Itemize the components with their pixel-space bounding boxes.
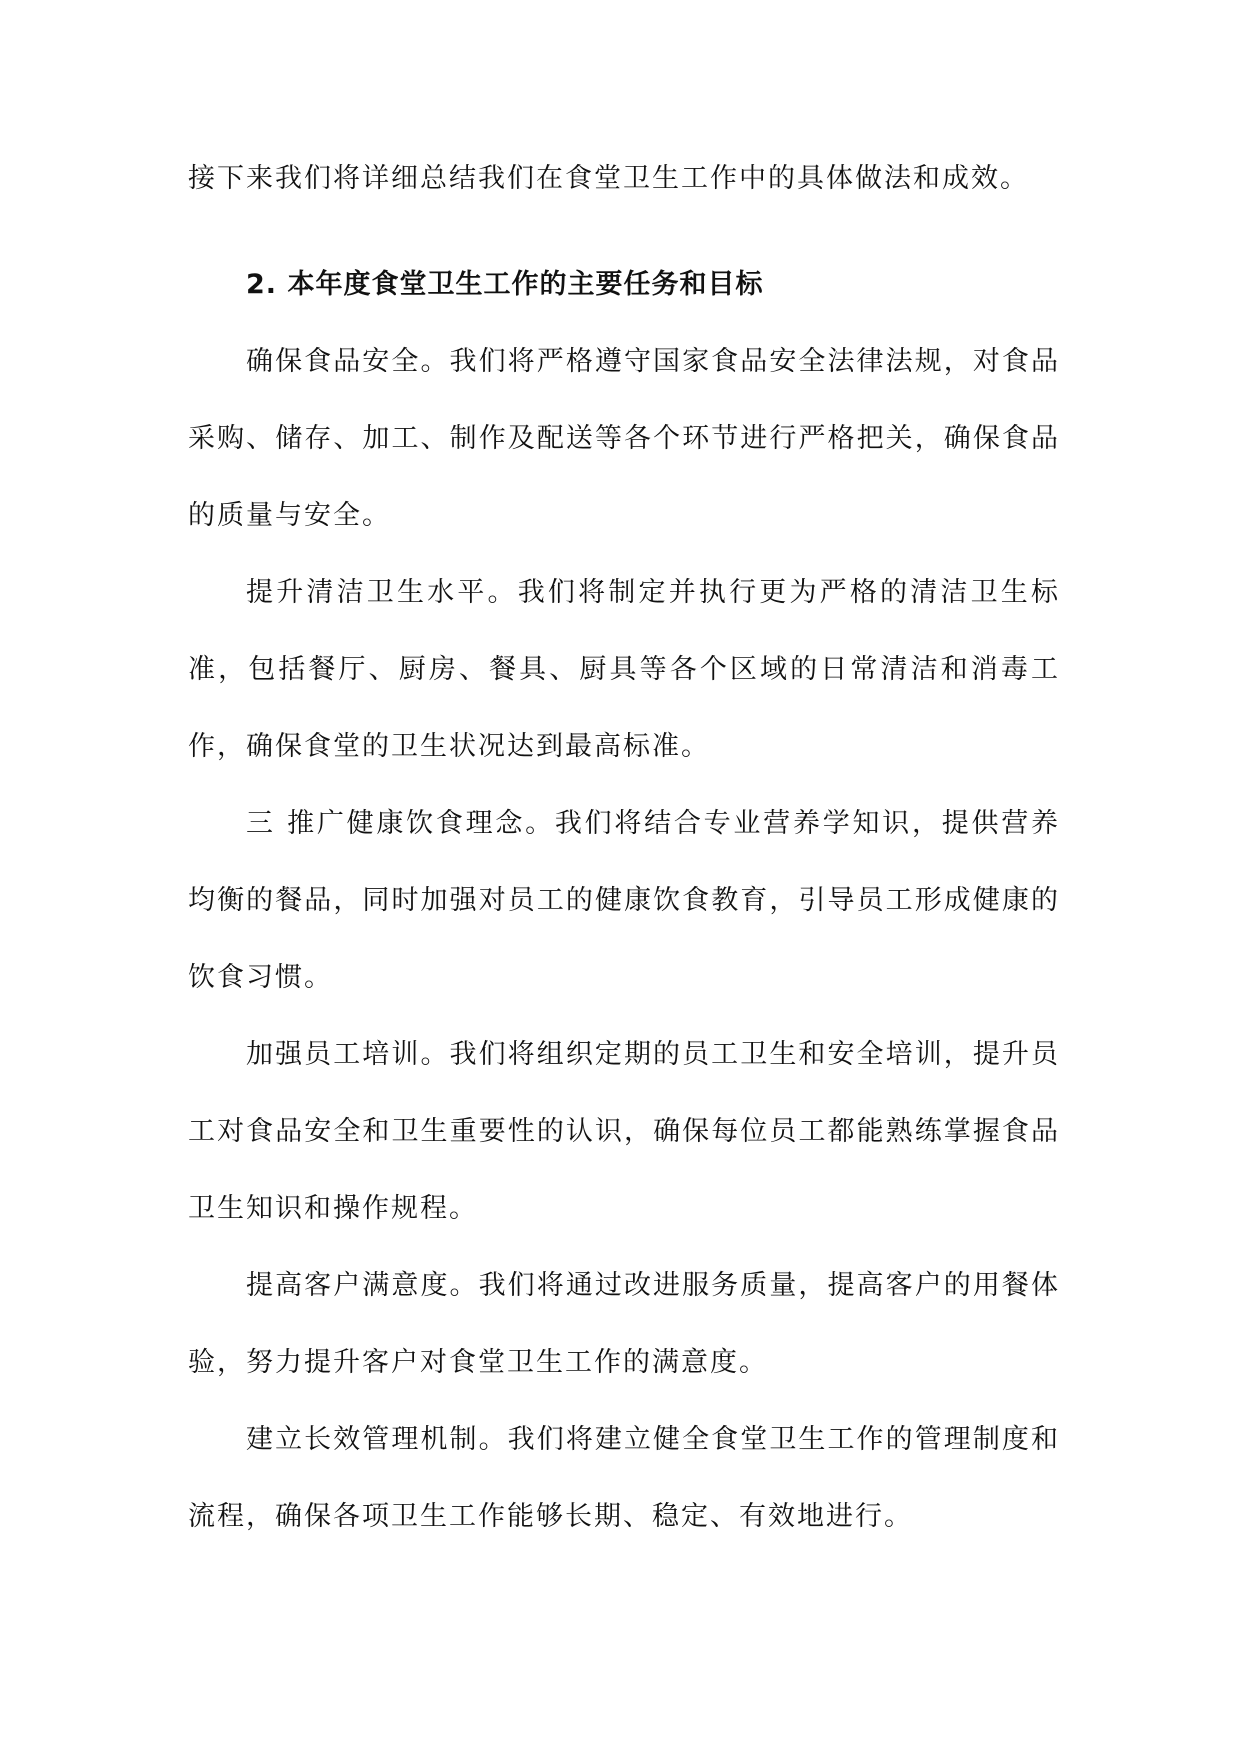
- document-body: [188, 140, 1060, 1555]
- paragraph-cleaning-standard: 提升清洁卫生水平。我们将制定并执行更为严格的清洁卫生标准，包括餐厅、厨房、餐具、厨具等各个区域的日常清洁和消毒工作，确保食堂的卫生状况达到最高标准。: [188, 577, 1060, 762]
- paragraph-management-mechanism: 建立长效管理机制。我们将建立健全食堂卫生工作的管理制度和流程，确保各项卫生工作能够长期、稳定、有效地进行。: [188, 1424, 1060, 1532]
- section-heading: 2. 本年度食堂卫生工作的主要任务和目标: [246, 269, 764, 300]
- intro-paragraph: 接下来我们将详细总结我们在食堂卫生工作中的具体做法和成效。: [188, 163, 1029, 194]
- paragraph-customer-satisfaction: 提高客户满意度。我们将通过改进服务质量，提高客户的用餐体验，努力提升客户对食堂卫生工作的满意度。: [188, 1270, 1060, 1378]
- paragraph-healthy-diet: 三 推广健康饮食理念。我们将结合专业营养学知识，提供营养均衡的餐品，同时加强对员工的健康饮食教育，引导员工形成健康的饮食习惯。: [188, 808, 1060, 993]
- paragraph-food-safety: 确保食品安全。我们将严格遵守国家食品安全法律法规，对食品采购、储存、加工、制作及配送等各个环节进行严格把关，确保食品的质量与安全。: [188, 346, 1060, 531]
- paragraph-staff-training: 加强员工培训。我们将组织定期的员工卫生和安全培训，提升员工对食品安全和卫生重要性的认识，确保每位员工都能熟练掌握食品卫生知识和操作规程。: [188, 1039, 1060, 1224]
